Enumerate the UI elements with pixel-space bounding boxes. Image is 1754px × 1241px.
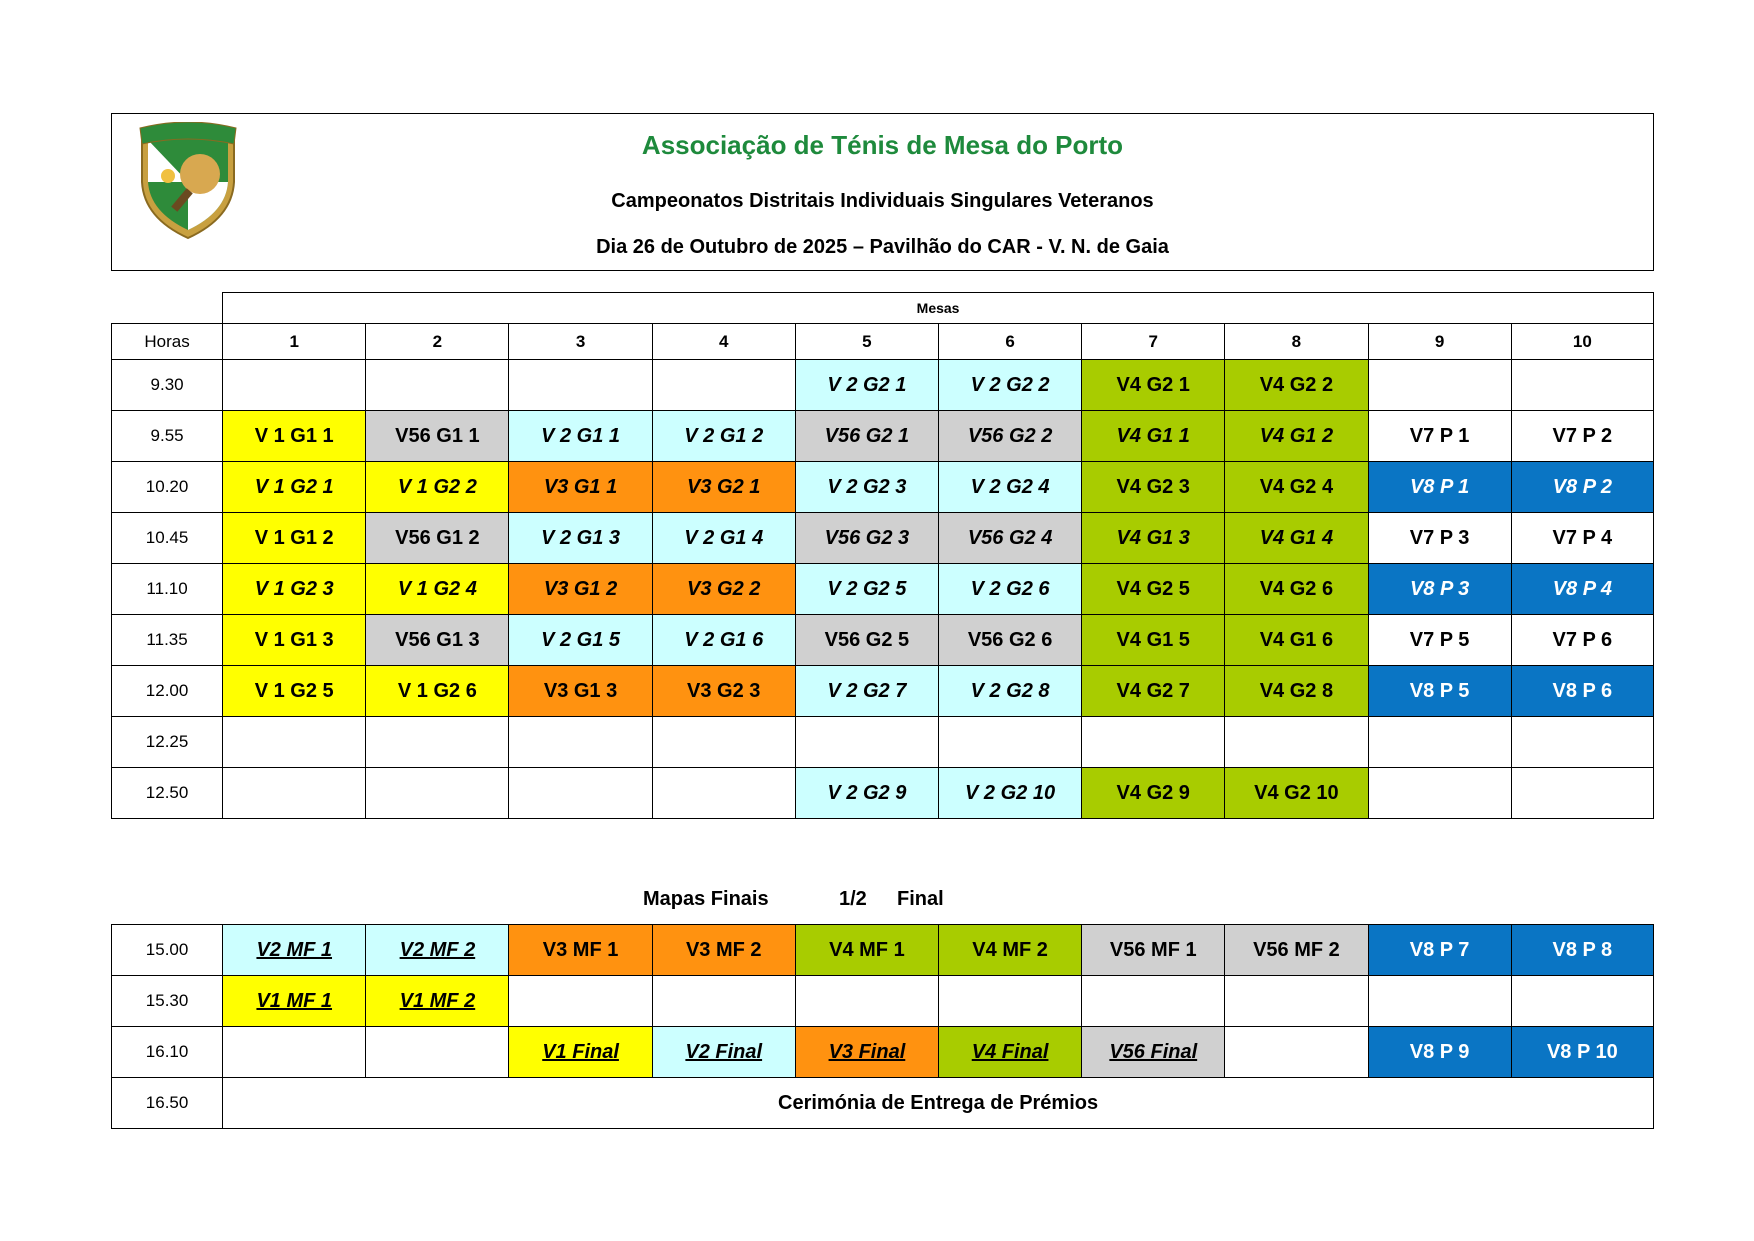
match-cell: V 2 G1 1 <box>509 411 652 462</box>
match-cell: V 1 G2 4 <box>366 564 509 615</box>
table-row <box>112 666 1654 717</box>
match-cell: V4 G2 8 <box>1225 666 1368 717</box>
match-cell: V4 MF 1 <box>795 925 938 976</box>
match-cell: V4 G1 6 <box>1225 615 1368 666</box>
empty-cell <box>1511 360 1653 411</box>
match-cell: V 2 G2 3 <box>795 462 938 513</box>
schedule-table <box>111 292 1654 819</box>
empty-cell <box>652 717 795 768</box>
table-row <box>112 925 1654 976</box>
match-cell: V56 MF 2 <box>1225 925 1368 976</box>
match-cell: V3 G2 3 <box>652 666 795 717</box>
time-cell: 12.00 <box>112 666 223 717</box>
match-cell: V8 P 10 <box>1511 1027 1653 1078</box>
empty-cell <box>1225 976 1368 1027</box>
match-cell: V2 Final <box>652 1027 795 1078</box>
document-header <box>111 113 1654 271</box>
match-cell: V56 G1 3 <box>366 615 509 666</box>
time-cell: 10.45 <box>112 513 223 564</box>
match-cell: V56 G2 5 <box>795 615 938 666</box>
table-row <box>112 717 1654 768</box>
empty-cell <box>1368 717 1511 768</box>
match-cell: V56 G2 6 <box>938 615 1081 666</box>
finals-caption-mapas: Mapas Finais <box>643 888 769 910</box>
corner-blank <box>112 293 223 324</box>
match-cell: V4 G2 5 <box>1082 564 1225 615</box>
empty-cell <box>509 360 652 411</box>
match-cell: V4 G2 1 <box>1082 360 1225 411</box>
empty-cell <box>1368 976 1511 1027</box>
match-cell: V3 G1 1 <box>509 462 652 513</box>
table-number-header: 2 <box>366 324 509 360</box>
match-cell: V7 P 4 <box>1511 513 1653 564</box>
match-cell: V7 P 2 <box>1511 411 1653 462</box>
time-cell: 15.30 <box>112 976 223 1027</box>
organization-title: Associação de Ténis de Mesa do Porto <box>641 130 1124 160</box>
table-row <box>112 768 1654 819</box>
table-number-header: 6 <box>938 324 1081 360</box>
table-number-header: 9 <box>1368 324 1511 360</box>
mesas-header: Mesas <box>223 293 1654 324</box>
match-cell: V3 G1 2 <box>509 564 652 615</box>
match-cell: V56 G2 1 <box>795 411 938 462</box>
match-cell: V3 MF 1 <box>509 925 652 976</box>
empty-cell <box>366 360 509 411</box>
time-cell: 9.55 <box>112 411 223 462</box>
time-cell: 16.10 <box>112 1027 223 1078</box>
event-date-venue: Dia 26 de Outubro de 2025 – Pavilhão do CAR - V. N. de Gaia <box>596 236 1169 258</box>
table-row <box>112 513 1654 564</box>
finals-caption-final: Final <box>897 888 944 910</box>
match-cell: V 1 G1 1 <box>223 411 366 462</box>
empty-cell <box>1511 717 1653 768</box>
finals-caption-half: 1/2 <box>839 888 867 910</box>
match-cell: V 2 G2 9 <box>795 768 938 819</box>
empty-cell <box>1511 976 1653 1027</box>
table-row <box>112 360 1654 411</box>
match-cell: V2 MF 2 <box>366 925 509 976</box>
match-cell: V3 G1 3 <box>509 666 652 717</box>
match-cell: V1 Final <box>509 1027 652 1078</box>
match-cell: V56 G2 3 <box>795 513 938 564</box>
match-cell: V8 P 3 <box>1368 564 1511 615</box>
table-number-header: 8 <box>1225 324 1368 360</box>
finals-table <box>111 924 1654 1129</box>
match-cell: V3 G2 1 <box>652 462 795 513</box>
match-cell: V4 G1 1 <box>1082 411 1225 462</box>
match-cell: V56 Final <box>1082 1027 1225 1078</box>
table-row <box>112 564 1654 615</box>
match-cell: V 2 G1 3 <box>509 513 652 564</box>
match-cell: V 2 G2 1 <box>795 360 938 411</box>
empty-cell <box>1511 768 1653 819</box>
match-cell: V3 G2 2 <box>652 564 795 615</box>
match-cell: V4 MF 2 <box>939 925 1082 976</box>
table-number-header: 3 <box>509 324 652 360</box>
match-cell: V4 G2 7 <box>1082 666 1225 717</box>
match-cell: V4 G2 6 <box>1225 564 1368 615</box>
match-cell: V3 MF 2 <box>652 925 795 976</box>
match-cell: V8 P 4 <box>1511 564 1653 615</box>
empty-cell <box>938 717 1081 768</box>
match-cell: V7 P 6 <box>1511 615 1653 666</box>
time-cell: 12.50 <box>112 768 223 819</box>
time-cell: 16.50 <box>112 1078 223 1129</box>
empty-cell <box>795 717 938 768</box>
match-cell: V1 MF 2 <box>366 976 509 1027</box>
empty-cell <box>509 768 652 819</box>
match-cell: V4 G1 2 <box>1225 411 1368 462</box>
time-cell: 9.30 <box>112 360 223 411</box>
empty-cell <box>366 1027 509 1078</box>
empty-cell <box>509 976 652 1027</box>
empty-cell <box>223 768 366 819</box>
empty-cell <box>652 976 795 1027</box>
match-cell: V56 MF 1 <box>1082 925 1225 976</box>
match-cell: V 1 G1 3 <box>223 615 366 666</box>
match-cell: V 2 G2 6 <box>938 564 1081 615</box>
match-cell: V 2 G2 8 <box>938 666 1081 717</box>
match-cell: V 2 G2 7 <box>795 666 938 717</box>
empty-cell <box>1225 1027 1368 1078</box>
match-cell: V1 MF 1 <box>223 976 366 1027</box>
time-cell: 12.25 <box>112 717 223 768</box>
empty-cell <box>366 717 509 768</box>
empty-cell <box>795 976 938 1027</box>
match-cell: V8 P 6 <box>1511 666 1653 717</box>
match-cell: V56 G2 4 <box>938 513 1081 564</box>
table-row <box>112 976 1654 1027</box>
match-cell: V56 G1 1 <box>366 411 509 462</box>
time-cell: 11.35 <box>112 615 223 666</box>
match-cell: V 2 G1 2 <box>652 411 795 462</box>
match-cell: V7 P 3 <box>1368 513 1511 564</box>
match-cell: V4 G1 3 <box>1082 513 1225 564</box>
table-number-header: 7 <box>1082 324 1225 360</box>
match-cell: V 1 G1 2 <box>223 513 366 564</box>
match-cell: V 2 G2 10 <box>938 768 1081 819</box>
match-cell: V 2 G1 5 <box>509 615 652 666</box>
empty-cell <box>1368 360 1511 411</box>
table-number-header: 1 <box>223 324 366 360</box>
match-cell: V 1 G2 1 <box>223 462 366 513</box>
match-cell: V 2 G1 6 <box>652 615 795 666</box>
match-cell: V 1 G2 5 <box>223 666 366 717</box>
match-cell: V8 P 2 <box>1511 462 1653 513</box>
match-cell: V 2 G2 5 <box>795 564 938 615</box>
empty-cell <box>652 360 795 411</box>
time-cell: 15.00 <box>112 925 223 976</box>
empty-cell <box>1082 976 1225 1027</box>
table-number-header: 10 <box>1511 324 1653 360</box>
match-cell: V 2 G1 4 <box>652 513 795 564</box>
match-cell: V2 MF 1 <box>223 925 366 976</box>
match-cell: V4 G1 4 <box>1225 513 1368 564</box>
empty-cell <box>223 1027 366 1078</box>
table-row <box>112 411 1654 462</box>
match-cell: V3 Final <box>795 1027 938 1078</box>
table-row <box>112 615 1654 666</box>
match-cell: V8 P 9 <box>1368 1027 1511 1078</box>
match-cell: V4 Final <box>939 1027 1082 1078</box>
match-cell: V8 P 8 <box>1511 925 1653 976</box>
match-cell: V8 P 1 <box>1368 462 1511 513</box>
table-row <box>112 1027 1654 1078</box>
time-cell: 10.20 <box>112 462 223 513</box>
empty-cell <box>366 768 509 819</box>
match-cell: V8 P 5 <box>1368 666 1511 717</box>
time-cell: 11.10 <box>112 564 223 615</box>
match-cell: V 1 G2 3 <box>223 564 366 615</box>
match-cell: V 1 G2 2 <box>366 462 509 513</box>
match-cell: V4 G2 4 <box>1225 462 1368 513</box>
table-number-header: 5 <box>795 324 938 360</box>
match-cell: V 2 G2 2 <box>938 360 1081 411</box>
empty-cell <box>223 717 366 768</box>
ceremony-row <box>112 1078 1654 1129</box>
empty-cell <box>509 717 652 768</box>
empty-cell <box>1082 717 1225 768</box>
match-cell: V4 G2 3 <box>1082 462 1225 513</box>
match-cell: V4 G2 10 <box>1225 768 1368 819</box>
match-cell: V56 G1 2 <box>366 513 509 564</box>
horas-header: Horas <box>112 324 223 360</box>
match-cell: V4 G2 2 <box>1225 360 1368 411</box>
match-cell: V56 G2 2 <box>938 411 1081 462</box>
match-cell: V8 P 7 <box>1368 925 1511 976</box>
empty-cell <box>1368 768 1511 819</box>
championship-subtitle: Campeonatos Distritais Individuais Singulares Veteranos <box>611 190 1154 212</box>
match-cell: V4 G2 9 <box>1082 768 1225 819</box>
table-row <box>112 462 1654 513</box>
match-cell: V7 P 5 <box>1368 615 1511 666</box>
empty-cell <box>652 768 795 819</box>
empty-cell <box>1225 717 1368 768</box>
match-cell: V4 G1 5 <box>1082 615 1225 666</box>
empty-cell <box>223 360 366 411</box>
empty-cell <box>939 976 1082 1027</box>
ceremony-cell: Cerimónia de Entrega de Prémios <box>223 1078 1654 1129</box>
match-cell: V 1 G2 6 <box>366 666 509 717</box>
table-number-header: 4 <box>652 324 795 360</box>
match-cell: V7 P 1 <box>1368 411 1511 462</box>
match-cell: V 2 G2 4 <box>938 462 1081 513</box>
